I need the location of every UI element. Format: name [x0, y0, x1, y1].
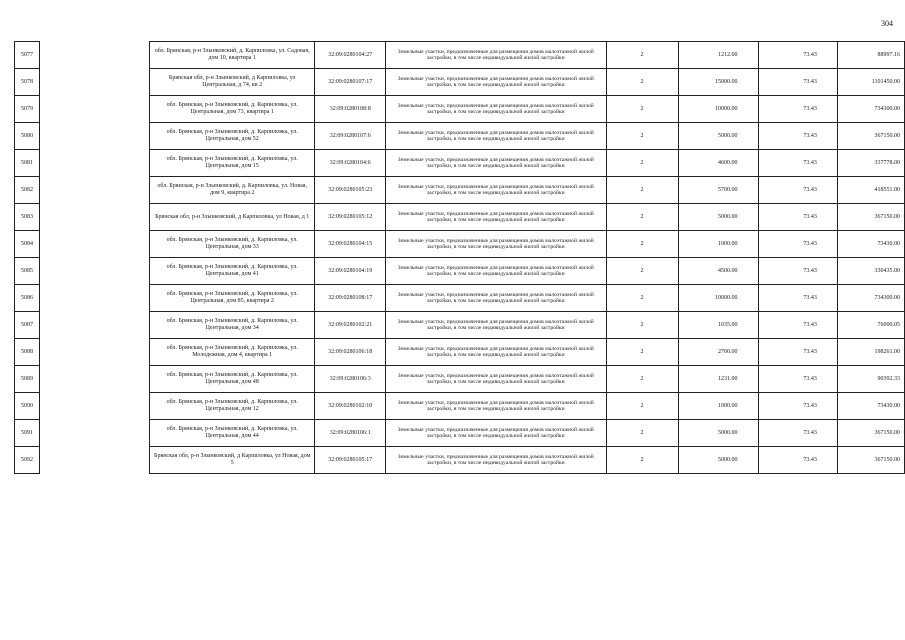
land-use-cell: Земельные участки, предназначенные для размещения домов малоэтажной жилой застройки, в том числе индивидуальной жилой застройки	[386, 69, 606, 96]
table-row	[150, 69, 905, 96]
category-cell: 2	[606, 393, 678, 420]
table-row	[15, 69, 40, 96]
table-row	[150, 339, 905, 366]
table-row	[15, 366, 40, 393]
category-cell: 2	[606, 231, 678, 258]
area-cell: 5000.00	[678, 204, 758, 231]
table-row	[15, 339, 40, 366]
cadastral-value-cell: 337778.00	[837, 150, 904, 177]
row-number-cell: 5092	[15, 447, 40, 474]
cadastral-value-cell: 198261.00	[837, 339, 904, 366]
row-number-cell: 5085	[15, 258, 40, 285]
table-row	[150, 258, 905, 285]
cadastral-value-table	[149, 41, 905, 474]
address-cell: обл. Брянская, р-н Злынковский, д. Карпиловка, ул. Центральная, дом 73, квартира 1	[150, 96, 315, 123]
row-number-cell: 5080	[15, 123, 40, 150]
land-use-cell: Земельные участки, предназначенные для размещения домов малоэтажной жилой застройки, в том числе индивидуальной жилой застройки	[386, 339, 606, 366]
table-row	[15, 447, 40, 474]
area-cell: 4500.00	[678, 258, 758, 285]
cadastral-value-cell: 73430.00	[837, 231, 904, 258]
cadastral-number-cell: 32:09:0280102:21	[315, 312, 386, 339]
category-cell: 2	[606, 177, 678, 204]
area-cell: 10000.00	[678, 96, 758, 123]
cadastral-value-cell: 367150.00	[837, 420, 904, 447]
cadastral-number-cell: 32:09:0280106:1	[315, 420, 386, 447]
cadastral-number-cell: 32:09:0280108:17	[315, 285, 386, 312]
address-cell: обл. Брянская, р-н Злынковский, д. Карпиловка, ул. Центральная, дом 33	[150, 231, 315, 258]
category-cell: 2	[606, 285, 678, 312]
table-row	[150, 312, 905, 339]
category-cell: 2	[606, 42, 678, 69]
table-row	[150, 123, 905, 150]
category-cell: 2	[606, 447, 678, 474]
cadastral-number-cell: 32:09:0280104:19	[315, 258, 386, 285]
land-use-cell: Земельные участки, предназначенные для размещения домов малоэтажной жилой застройки, в том числе индивидуальной жилой застройки	[386, 204, 606, 231]
area-cell: 15000.00	[678, 69, 758, 96]
row-number-cell: 5086	[15, 285, 40, 312]
table-row	[150, 231, 905, 258]
table-row	[15, 258, 40, 285]
cadastral-number-cell: 32:09:0280107:6	[315, 123, 386, 150]
area-cell: 1212.00	[678, 42, 758, 69]
category-cell: 2	[606, 312, 678, 339]
address-cell: обл. Брянская, р-н Злынковский, д. Карпиловка, ул. Новая, дом 9, квартира 2	[150, 177, 315, 204]
cadastral-number-cell: 32:09:0280105:12	[315, 204, 386, 231]
area-cell: 5000.00	[678, 420, 758, 447]
table-row	[150, 150, 905, 177]
land-use-cell: Земельные участки, предназначенные для размещения домов малоэтажной жилой застройки, в том числе индивидуальной жилой застройки	[386, 258, 606, 285]
category-cell: 2	[606, 258, 678, 285]
category-cell: 2	[606, 366, 678, 393]
page-number: 304	[881, 19, 893, 28]
rate-cell: 73.43	[758, 69, 837, 96]
rate-cell: 73.43	[758, 312, 837, 339]
area-cell: 2700.00	[678, 339, 758, 366]
row-number-body	[15, 42, 40, 474]
rate-cell: 73.43	[758, 285, 837, 312]
rate-cell: 73.43	[758, 96, 837, 123]
table-row	[150, 42, 905, 69]
table-row	[15, 285, 40, 312]
table-row	[150, 177, 905, 204]
cadastral-value-cell: 418551.00	[837, 177, 904, 204]
table-row	[150, 285, 905, 312]
rate-cell: 73.43	[758, 123, 837, 150]
rate-cell: 73.43	[758, 339, 837, 366]
category-cell: 2	[606, 339, 678, 366]
cadastral-value-cell: 330435.00	[837, 258, 904, 285]
cadastral-value-body	[150, 42, 905, 474]
rate-cell: 73.43	[758, 447, 837, 474]
rate-cell: 73.43	[758, 42, 837, 69]
cadastral-value-cell: 1101450.00	[837, 69, 904, 96]
table-row	[15, 150, 40, 177]
address-cell: обл. Брянская, р-н Злынковский, д. Карпиловка, ул. Центральная, дом 41	[150, 258, 315, 285]
table-row	[150, 393, 905, 420]
rate-cell: 73.43	[758, 150, 837, 177]
land-use-cell: Земельные участки, предназначенные для размещения домов малоэтажной жилой застройки, в том числе индивидуальной жилой застройки	[386, 366, 606, 393]
address-cell: обл. Брянская, р-н Злынковский, д. Карпиловка, ул. Центральная, дом 34	[150, 312, 315, 339]
address-cell: Брянская обл, р-н Злынковский, д Карпиловка, ул Центральная, д 74, кв 2	[150, 69, 315, 96]
land-use-cell: Земельные участки, предназначенные для размещения домов малоэтажной жилой застройки, в том числе индивидуальной жилой застройки	[386, 177, 606, 204]
cadastral-value-cell: 88997.16	[837, 42, 904, 69]
rate-cell: 73.43	[758, 177, 837, 204]
rate-cell: 73.43	[758, 393, 837, 420]
table-row	[150, 420, 905, 447]
row-number-cell: 5088	[15, 339, 40, 366]
land-use-cell: Земельные участки, предназначенные для размещения домов малоэтажной жилой застройки, в том числе индивидуальной жилой застройки	[386, 123, 606, 150]
table-row	[15, 420, 40, 447]
address-cell: Брянская обл, р-н Злынковский, д Карпиловка, ул Новая, дом 5	[150, 447, 315, 474]
land-use-cell: Земельные участки, предназначенные для размещения домов малоэтажной жилой застройки, в том числе индивидуальной жилой застройки	[386, 285, 606, 312]
cadastral-number-cell: 32:09:0280105:23	[315, 177, 386, 204]
row-number-cell: 5079	[15, 96, 40, 123]
row-number-cell: 5083	[15, 204, 40, 231]
area-cell: 5000.00	[678, 123, 758, 150]
row-number-cell: 5084	[15, 231, 40, 258]
table-row	[15, 42, 40, 69]
cadastral-value-cell: 367150.00	[837, 204, 904, 231]
area-cell: 5700.00	[678, 177, 758, 204]
cadastral-number-cell: 32:09:0280105:17	[315, 447, 386, 474]
category-cell: 2	[606, 204, 678, 231]
rate-cell: 73.43	[758, 366, 837, 393]
land-use-cell: Земельные участки, предназначенные для размещения домов малоэтажной жилой застройки, в том числе индивидуальной жилой застройки	[386, 393, 606, 420]
table-row	[15, 177, 40, 204]
address-cell: обл. Брянская, р-н Злынковский, д. Карпиловка, ул. Центральная, дом 15	[150, 150, 315, 177]
cadastral-number-cell: 32:09:0280108:8	[315, 96, 386, 123]
row-number-cell: 5091	[15, 420, 40, 447]
land-use-cell: Земельные участки, предназначенные для размещения домов малоэтажной жилой застройки, в том числе индивидуальной жилой застройки	[386, 231, 606, 258]
cadastral-value-cell: 73430.00	[837, 393, 904, 420]
row-number-table	[14, 41, 40, 474]
area-cell: 1231.00	[678, 366, 758, 393]
land-use-cell: Земельные участки, предназначенные для размещения домов малоэтажной жилой застройки, в том числе индивидуальной жилой застройки	[386, 420, 606, 447]
cadastral-number-cell: 32:09:0280106:3	[315, 366, 386, 393]
area-cell: 1035.00	[678, 312, 758, 339]
table-row	[15, 123, 40, 150]
category-cell: 2	[606, 150, 678, 177]
category-cell: 2	[606, 69, 678, 96]
row-number-cell: 5078	[15, 69, 40, 96]
rate-cell: 73.43	[758, 231, 837, 258]
land-use-cell: Земельные участки, предназначенные для размещения домов малоэтажной жилой застройки, в том числе индивидуальной жилой застройки	[386, 96, 606, 123]
address-cell: обл. Брянская, р-н Злынковский, д. Карпиловка, ул. Центральная, дом 48	[150, 366, 315, 393]
area-cell: 4600.00	[678, 150, 758, 177]
row-number-cell: 5087	[15, 312, 40, 339]
area-cell: 1000.00	[678, 231, 758, 258]
address-cell: обл. Брянская, р-н Злынковский, д. Карпиловка, ул. Центральная, дом 12	[150, 393, 315, 420]
rate-cell: 73.43	[758, 258, 837, 285]
table-row	[15, 204, 40, 231]
category-cell: 2	[606, 96, 678, 123]
address-cell: обл. Брянская, р-н Злынковский, д. Карпиловка, ул. Центральная, дом 52	[150, 123, 315, 150]
cadastral-value-cell: 367150.00	[837, 123, 904, 150]
land-use-cell: Земельные участки, предназначенные для размещения домов малоэтажной жилой застройки, в том числе индивидуальной жилой застройки	[386, 42, 606, 69]
category-cell: 2	[606, 420, 678, 447]
row-number-cell: 5089	[15, 366, 40, 393]
address-cell: обл. Брянская, р-н Злынковский, д. Карпиловка, ул. Центральная, дом 85, квартира 2	[150, 285, 315, 312]
cadastral-value-cell: 734300.00	[837, 285, 904, 312]
row-number-cell: 5077	[15, 42, 40, 69]
table-row	[15, 231, 40, 258]
land-use-cell: Земельные участки, предназначенные для размещения домов малоэтажной жилой застройки, в том числе индивидуальной жилой застройки	[386, 150, 606, 177]
address-cell: обл. Брянская, р-н Злынковский, д. Карпиловка, ул. Центральная, дом 44	[150, 420, 315, 447]
table-row	[150, 96, 905, 123]
cadastral-number-cell: 32:09:0280104:27	[315, 42, 386, 69]
cadastral-number-cell: 32:09:0280104:6	[315, 150, 386, 177]
land-use-cell: Земельные участки, предназначенные для размещения домов малоэтажной жилой застройки, в том числе индивидуальной жилой застройки	[386, 312, 606, 339]
cadastral-value-cell: 734300.00	[837, 96, 904, 123]
rate-cell: 73.43	[758, 420, 837, 447]
address-cell: обл. Брянская, р-н Злынковский, д. Карпиловка, ул. Садовая, дом 10, квартира 1	[150, 42, 315, 69]
row-number-cell: 5082	[15, 177, 40, 204]
table-row	[150, 366, 905, 393]
address-cell: обл. Брянская, р-н Злынковский, д. Карпиловка, ул. Молодежная, дом 4, квартира 1	[150, 339, 315, 366]
cadastral-value-cell: 367150.00	[837, 447, 904, 474]
cadastral-number-cell: 32:09:0280106:18	[315, 339, 386, 366]
area-cell: 1000.00	[678, 393, 758, 420]
area-cell: 10000.00	[678, 285, 758, 312]
table-row	[150, 447, 905, 474]
table-row	[150, 204, 905, 231]
table-row	[15, 96, 40, 123]
cadastral-value-cell: 76000.05	[837, 312, 904, 339]
row-number-cell: 5081	[15, 150, 40, 177]
area-cell: 5000.00	[678, 447, 758, 474]
category-cell: 2	[606, 123, 678, 150]
address-cell: Брянская обл, р-н Злынковский, д Карпиловка, ул Новая, д 1	[150, 204, 315, 231]
table-row	[15, 393, 40, 420]
cadastral-number-cell: 32:09:0280102:10	[315, 393, 386, 420]
land-use-cell: Земельные участки, предназначенные для размещения домов малоэтажной жилой застройки, в том числе индивидуальной жилой застройки	[386, 447, 606, 474]
rate-cell: 73.43	[758, 204, 837, 231]
row-number-cell: 5090	[15, 393, 40, 420]
cadastral-number-cell: 32:09:0280107:17	[315, 69, 386, 96]
table-row	[15, 312, 40, 339]
cadastral-number-cell: 32:09:0280104:15	[315, 231, 386, 258]
cadastral-value-cell: 90392.33	[837, 366, 904, 393]
